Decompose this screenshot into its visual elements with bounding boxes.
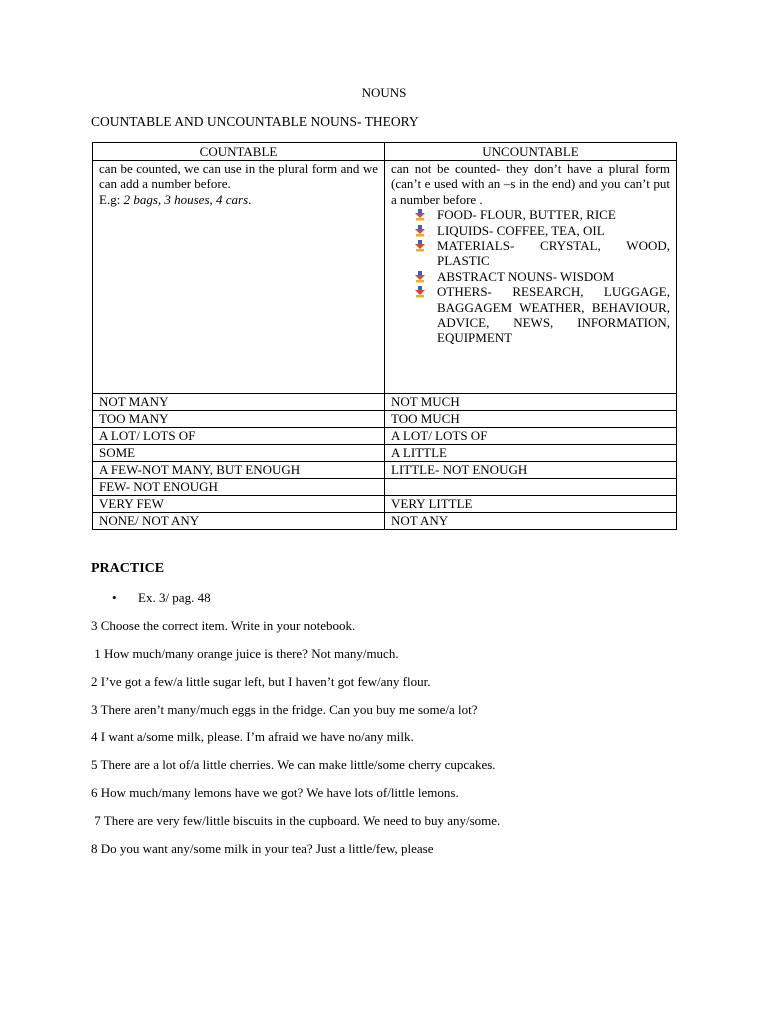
table-header-row bbox=[93, 143, 677, 161]
exercise-item-5: 5 There are a lot of/a little cherries. We can make little/some cherry cupcakes. bbox=[91, 757, 496, 772]
table-row: A FEW-NOT MANY, BUT ENOUGH LITTLE- NOT ENOUGH bbox=[93, 462, 677, 479]
table-row: SOME A LITTLE bbox=[93, 445, 677, 462]
exercise-item-7: 7 There are very few/little biscuits in the cupboard. We need to buy any/some. bbox=[91, 813, 501, 828]
table-row: VERY FEW VERY LITTLE bbox=[93, 496, 677, 513]
countable-example: E.g: 2 bags, 3 houses, 4 cars. bbox=[99, 191, 252, 207]
table-row: TOO MANY TOO MUCH bbox=[93, 411, 677, 428]
exercise-item-4: 4 I want a/some milk, please. I’m afraid we have no/any milk. bbox=[91, 729, 414, 744]
exercise-item-1: 1 How much/many orange juice is there? Not many/much. bbox=[91, 646, 399, 661]
table-description-row bbox=[93, 161, 677, 394]
header-countable: COUNTABLE bbox=[93, 143, 385, 161]
exercise-item-6: 6 How much/many lemons have we got? We have lots of/little lemons. bbox=[91, 785, 459, 800]
example-text: 2 bags, 3 houses, 4 cars bbox=[123, 191, 249, 207]
practice-heading: PRACTICE bbox=[91, 561, 165, 576]
arrow-bullet-icon bbox=[413, 209, 427, 221]
table-row: FEW- NOT ENOUGH bbox=[93, 479, 677, 496]
uncountable-description-cell bbox=[385, 161, 677, 394]
list-item: FOOD- FLOUR, BUTTER, RICE bbox=[413, 207, 670, 222]
exercise-reference bbox=[112, 590, 211, 606]
countable-description: can be counted, we can use in the plural form and we can add a number before. bbox=[99, 161, 378, 192]
arrow-bullet-icon bbox=[413, 271, 427, 283]
table-row: NONE/ NOT ANY NOT ANY bbox=[93, 513, 677, 530]
list-item: OTHERS- RESEARCH, LUGGAGE, BAGGAGEM WEATHER, BEHAVIOUR, ADVICE, NEWS, INFORMATION, EQUIPMENT bbox=[413, 284, 670, 346]
exercise-item-3: 3 There aren’t many/much eggs in the fridge. Can you buy me some/a lot? bbox=[91, 702, 478, 717]
exercise-item-8: 8 Do you want any/some milk in your tea? Just a little/few, please bbox=[91, 841, 434, 856]
nouns-table bbox=[92, 142, 677, 530]
page-title: NOUNS bbox=[361, 85, 407, 100]
uncountable-category-list bbox=[391, 207, 670, 346]
list-item: ABSTRACT NOUNS- WISDOM bbox=[413, 269, 670, 284]
header-uncountable: UNCOUNTABLE bbox=[385, 143, 677, 161]
list-item: MATERIALS- CRYSTAL, WOOD, PLASTIC bbox=[413, 238, 670, 269]
exercise-ref-text: Ex. 3/ pag. 48 bbox=[138, 590, 211, 605]
arrow-bullet-icon bbox=[413, 225, 427, 237]
list-item: LIQUIDS- COFFEE, TEA, OIL bbox=[413, 223, 670, 238]
uncountable-description: can not be counted- they don’t have a plural form (can’t e used with an –s in the end) and you can’t put a number before . bbox=[391, 161, 670, 207]
exercise-instruction: 3 Choose the correct item. Write in your notebook. bbox=[91, 618, 356, 633]
arrow-bullet-icon bbox=[413, 240, 427, 252]
table-row: A LOT/ LOTS OF A LOT/ LOTS OF bbox=[93, 428, 677, 445]
arrow-bullet-icon bbox=[413, 286, 427, 298]
bullet-dot: • bbox=[112, 590, 117, 605]
example-label: E.g: bbox=[99, 191, 121, 207]
exercise-item-2: 2 I’ve got a few/a little sugar left, but I haven’t got few/any flour. bbox=[91, 674, 431, 689]
section-subtitle: COUNTABLE AND UNCOUNTABLE NOUNS- THEORY bbox=[91, 114, 419, 129]
countable-description-cell bbox=[93, 161, 385, 394]
table-row: NOT MANY NOT MUCH bbox=[93, 394, 677, 411]
